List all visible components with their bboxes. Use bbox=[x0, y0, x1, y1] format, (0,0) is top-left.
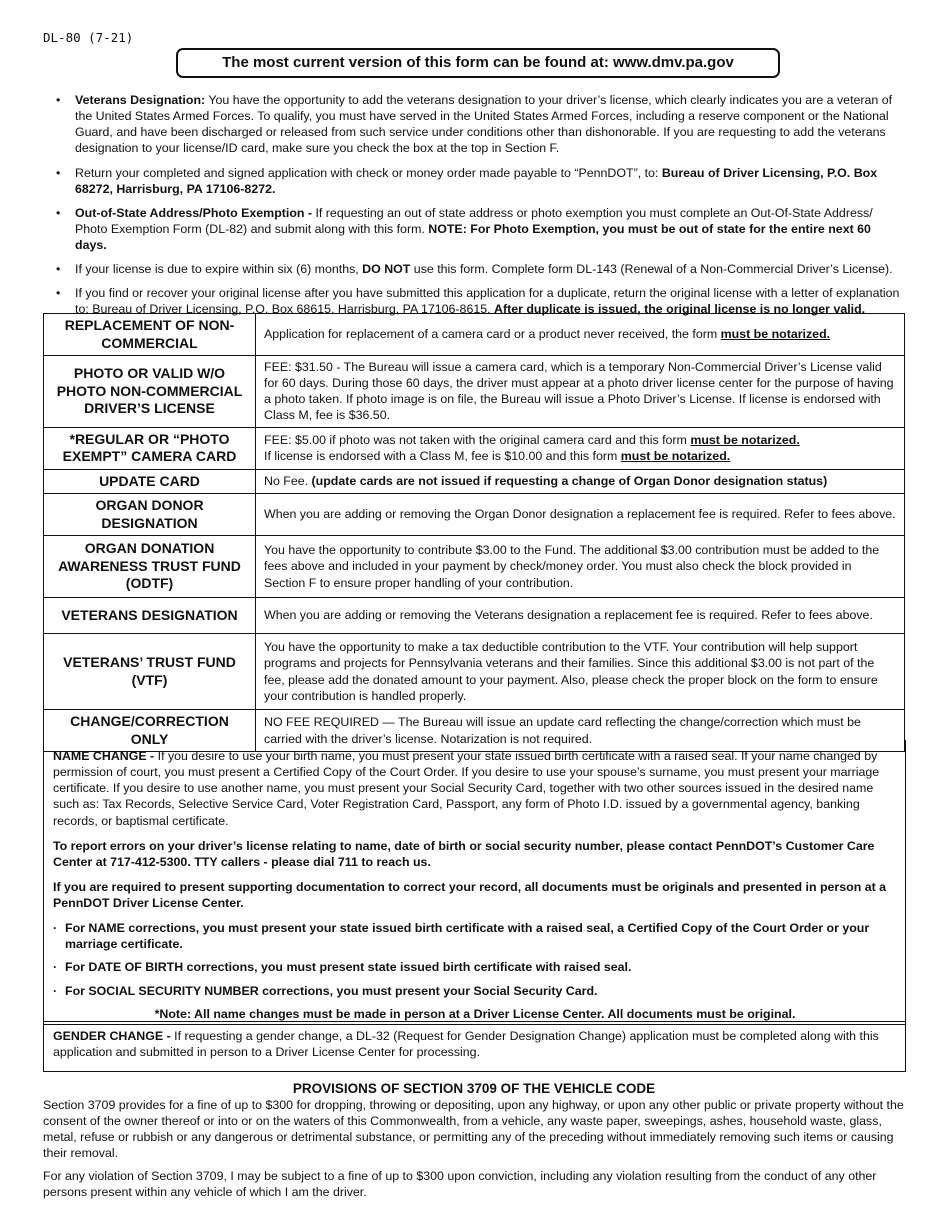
name-change-label: NAME CHANGE - bbox=[53, 749, 155, 763]
form-number: DL-80 (7-21) bbox=[43, 30, 134, 45]
report-errors-text: To report errors on your driver’s license relating to name, date of birth or social security number, please contact PennDOT’s Customer Care Center at 717-412-5300. TTY callers - please dial 711 to reach us. bbox=[53, 838, 875, 869]
table-row bbox=[44, 314, 905, 356]
table-row bbox=[44, 634, 905, 710]
ssn-correction-text: For SOCIAL SECURITY NUMBER corrections, you must present your Social Security Card. bbox=[65, 983, 598, 998]
list-item bbox=[43, 165, 905, 197]
row-label: *REGULAR OR “PHOTO EXEMPT” CAMERA CARD bbox=[44, 427, 256, 469]
desc-text: Application for replacement of a camera card or a product never received, the form bbox=[264, 327, 721, 342]
recover-emphasis: After duplicate is issued, the original license is no longer valid. bbox=[494, 302, 866, 317]
provisions-paragraph: Section 3709 provides for a fine of up to $300 for dropping, throwing or depositing, upon any highway, or upon any other public or private property without the consent of the owner thereof or into or on the waters of this Commonwealth, from a vehicle, any waste paper, sweepings, ashes, household waste, glass, metal, refuse or rubbish or any dangerous or detrimental substance, or permitting any of the preceding without immediately removing such items or causing their removal. bbox=[43, 1098, 904, 1161]
list-item bbox=[53, 920, 897, 952]
row-description: When you are adding or removing the Veterans designation a replacement fee is required. Refer to fees above. bbox=[256, 598, 905, 634]
row-description bbox=[256, 469, 905, 494]
oos-text: If requesting an out of state address or photo exemption you must complete an Out-Of-State Address/ Photo Exemption Form (DL-82) and submit along with this form. bbox=[75, 205, 873, 236]
row-label: ORGAN DONATION AWARENESS TRUST FUND (ODTF) bbox=[44, 536, 256, 598]
expire-text-end: use this form. Complete form DL-143 (Renewal of a Non-Commercial Driver’s License). bbox=[410, 262, 893, 277]
gender-change-section bbox=[43, 1021, 906, 1072]
row-label: VETERANS DESIGNATION bbox=[44, 598, 256, 634]
desc-text: FEE: $5.00 if photo was not taken with the original camera card and this form bbox=[264, 432, 691, 447]
return-address: Bureau of Driver Licensing, P.O. Box 68272, Harrisburg, PA 17106-8272. bbox=[75, 165, 878, 196]
notarize-emphasis: must be notarized. bbox=[720, 327, 831, 342]
desc-emphasis: (update cards are not issued if requesting a change of Organ Donor designation status) bbox=[311, 474, 828, 489]
recover-text: If you find or recover your original license after you have submitted this application for a duplicate, return the original license with a letter of explanation to: Bureau of Driver Licensing, P.O. Box 68615, Harrisburg, PA 17106-8615. bbox=[75, 286, 900, 317]
return-text: Return your completed and signed application with check or money order made payable to “PennDOT”, to: bbox=[75, 165, 662, 180]
veterans-text: You have the opportunity to add the veterans designation to your driver’s license, which clearly indicates you are a veteran of the United States Armed Forces. To qualify, you must have served in the United States Armed Forces, including a reserve component or the National Guard, and have been discharged or released from such service under conditions other than dishonorable. If you are requesting to add the veterans designation to your license/ID card, make sure you check the box at the top in Section F. bbox=[75, 93, 893, 156]
dob-correction-text: For DATE OF BIRTH corrections, you must present state issued birth certificate with raised seal. bbox=[65, 960, 632, 975]
desc-text: No Fee. bbox=[264, 474, 312, 489]
instruction-list bbox=[43, 92, 905, 326]
row-description bbox=[256, 427, 905, 469]
list-item bbox=[43, 205, 905, 253]
notarize-emphasis: must be notarized. bbox=[620, 449, 731, 463]
name-change-paragraph bbox=[53, 748, 897, 829]
row-label: VETERANS’ TRUST FUND (VTF) bbox=[44, 634, 256, 710]
veterans-label: Veterans Designation: bbox=[75, 93, 206, 107]
gender-change-label: GENDER CHANGE - bbox=[53, 1029, 171, 1043]
provisions-title: PROVISIONS OF SECTION 3709 OF THE VEHICLE CODE bbox=[292, 1081, 656, 1096]
row-label: UPDATE CARD bbox=[44, 469, 256, 494]
expire-text: If your license is due to expire within six (6) months, bbox=[75, 262, 363, 277]
name-change-section bbox=[43, 740, 906, 1025]
row-label: CHANGE/CORRECTION ONLY bbox=[44, 710, 256, 752]
list-item bbox=[53, 983, 897, 999]
documentation-text: If you are required to present supporting documentation to correct your record, all documents must be originals and presented in person at a PennDOT Driver License Center. bbox=[53, 879, 887, 910]
row-description: You have the opportunity to contribute $3.00 to the Fund. The additional $3.00 contribution must be added to the fees above and included in your payment by check/money order. You must also check the block provided in Section F to ensure proper handling of your contribution. bbox=[256, 536, 905, 598]
expire-emphasis: DO NOT bbox=[362, 262, 411, 277]
table-row bbox=[44, 494, 905, 536]
table-row bbox=[44, 536, 905, 598]
row-description bbox=[256, 314, 905, 356]
list-item bbox=[43, 92, 905, 157]
list-item bbox=[53, 959, 897, 975]
table-row bbox=[44, 427, 905, 469]
desc-text: If license is endorsed with a Class M, fee is $10.00 and this form bbox=[264, 449, 621, 463]
row-label: PHOTO OR VALID W/O PHOTO NON-COMMERCIAL DRIVER’S LICENSE bbox=[44, 356, 256, 428]
provisions-section bbox=[43, 1097, 907, 1206]
row-description: When you are adding or removing the Organ Donor designation a replacement fee is required. Refer to fees above. bbox=[256, 494, 905, 536]
row-label: ORGAN DONOR DESIGNATION bbox=[44, 494, 256, 536]
provisions-paragraph: For any violation of Section 3709, I may be subject to a fine of up to $300 upon conviction, including any violation resulting from the conduct of any other persons present within any vehicle of which I am the driver. bbox=[43, 1168, 877, 1199]
oos-note: NOTE: For Photo Exemption, you must be out of state for the entire next 60 days. bbox=[75, 221, 871, 252]
table-row bbox=[44, 598, 905, 634]
name-change-note: *Note: All name changes must be made in person at a Driver License Center. All documents must be original. bbox=[154, 1006, 796, 1021]
row-description: FEE: $31.50 - The Bureau will issue a camera card, which is a temporary Non-Commercial Driver’s License valid for 60 days. During those 60 days, the driver must appear at a photo driver license center for the purpose of having a photo taken. If photo image is on file, the Bureau will issue a Photo Driver’s License. If license is endorsed with Class M, fee is $36.50. bbox=[256, 356, 905, 428]
oos-label: Out-of-State Address/Photo Exemption - bbox=[75, 205, 313, 220]
table-row bbox=[44, 356, 905, 428]
name-correction-text: For NAME corrections, you must present your state issued birth certificate with a raised seal, a Certified Copy of the Court Order or your marriage certificate. bbox=[65, 921, 870, 952]
list-item bbox=[43, 261, 905, 277]
fee-table bbox=[43, 313, 905, 752]
row-description: NO FEE REQUIRED — The Bureau will issue an update card reflecting the change/correction which must be carried with the driver’s license. Notarization is not required. bbox=[256, 710, 905, 752]
row-label: REPLACEMENT OF NON-COMMERCIAL bbox=[44, 314, 256, 356]
gender-change-text: If requesting a gender change, a DL-32 (Request for Gender Designation Change) application must be completed along with this application and submitted in person to a Driver License Center for processing. bbox=[53, 1029, 879, 1060]
name-change-text: If you desire to use your birth name, you must present your state issued birth certificate with a raised seal. If your name changed by permission of court, you must present a Certified Copy of the Court Order. If you desire to use your spouse’s surname, you must present your marriage certificate. If you desire to use another name, you must present your Social Security Card, together with two other sources issued in the desired name such as: Tax Records, Selective Service Card, Voter Registration Card, Passport, any form of Photo I.D. issued by a governmental agency, banking records, or baptismal certificate. bbox=[53, 749, 880, 828]
notarize-emphasis: must be notarized. bbox=[690, 432, 800, 447]
website-banner: The most current version of this form can be found at: www.dmv.pa.gov bbox=[176, 48, 780, 78]
table-row bbox=[44, 469, 905, 494]
row-description: You have the opportunity to make a tax deductible contribution to the VTF. Your contribution will help support programs and projects for Pennsylvania veterans and their families. Since this additional $3.00 is not part of the fee, please add the donated amount to your payment. Also, please check the proper block on the form to ensure your contribution is handled properly. bbox=[256, 634, 905, 710]
